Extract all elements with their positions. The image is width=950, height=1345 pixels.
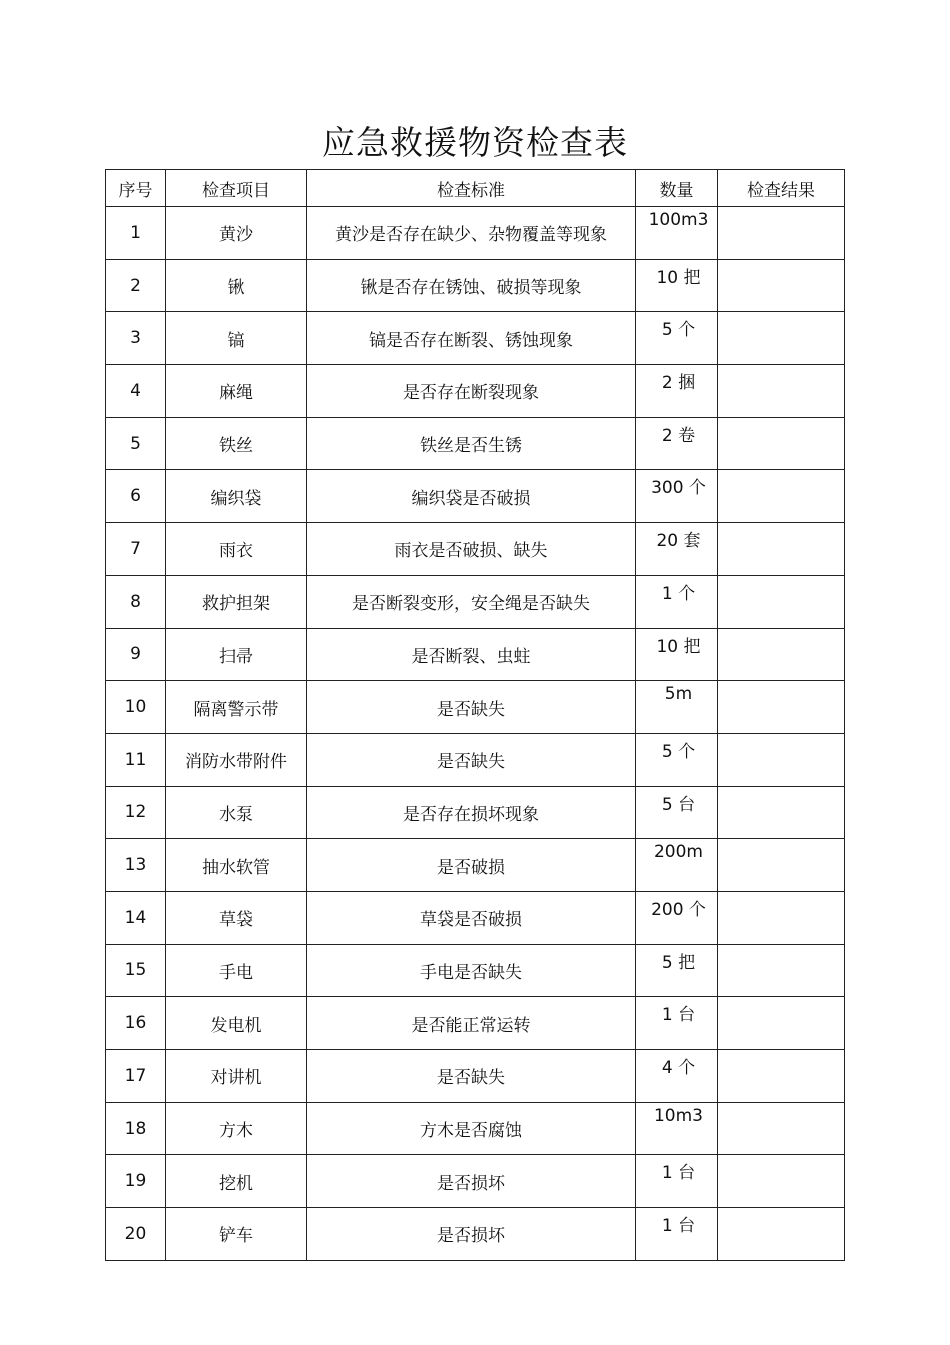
table-row [106,839,845,892]
table-row [106,365,845,418]
table-row [106,1208,845,1261]
cell-quantity: 200 个 [636,891,718,944]
cell-result [718,681,845,734]
cell-standard: 草袋是否破损 [307,891,636,944]
cell-item: 发电机 [166,997,307,1050]
table-row [106,312,845,365]
cell-standard: 是否损坏 [307,1155,636,1208]
cell-result [718,1102,845,1155]
cell-result [718,259,845,312]
cell-standard: 是否存在损坏现象 [307,786,636,839]
cell-no: 4 [106,365,166,418]
cell-no: 2 [106,259,166,312]
cell-result [718,839,845,892]
cell-standard: 雨衣是否破损、缺失 [307,523,636,576]
cell-result [718,997,845,1050]
cell-item: 消防水带附件 [166,733,307,786]
cell-standard: 锹是否存在锈蚀、破损等现象 [307,259,636,312]
cell-no: 5 [106,417,166,470]
cell-quantity: 10 把 [636,259,718,312]
cell-result [718,470,845,523]
table-row [106,1102,845,1155]
cell-no: 3 [106,312,166,365]
header-standard: 检查标准 [307,170,636,207]
table-row [106,207,845,260]
cell-no: 10 [106,681,166,734]
cell-no: 16 [106,997,166,1050]
cell-result [718,417,845,470]
cell-no: 18 [106,1102,166,1155]
cell-quantity: 1 个 [636,575,718,628]
cell-quantity: 300 个 [636,470,718,523]
header-row [106,170,845,207]
cell-standard: 是否缺失 [307,681,636,734]
cell-standard: 是否存在断裂现象 [307,365,636,418]
cell-quantity: 5m [636,681,718,734]
cell-quantity: 5 个 [636,312,718,365]
cell-result [718,733,845,786]
cell-item: 水泵 [166,786,307,839]
table-row [106,628,845,681]
inspection-table [105,169,845,1261]
cell-result [718,575,845,628]
document-title: 应急救援物资检查表 [322,123,628,162]
table-row [106,997,845,1050]
cell-item: 锹 [166,259,307,312]
cell-item: 铲车 [166,1208,307,1261]
cell-item: 抽水软管 [166,839,307,892]
cell-quantity: 1 台 [636,1155,718,1208]
cell-item: 麻绳 [166,365,307,418]
table-row [106,259,845,312]
cell-result [718,891,845,944]
table-header [106,170,845,207]
cell-no: 8 [106,575,166,628]
table-row [106,1050,845,1103]
header-no: 序号 [106,170,166,207]
cell-no: 9 [106,628,166,681]
cell-standard: 铁丝是否生锈 [307,417,636,470]
table-row [106,575,845,628]
cell-item: 扫帚 [166,628,307,681]
cell-item: 手电 [166,944,307,997]
cell-quantity: 5 个 [636,733,718,786]
cell-no: 17 [106,1050,166,1103]
cell-result [718,628,845,681]
cell-item: 编织袋 [166,470,307,523]
table-row [106,470,845,523]
table-row [106,733,845,786]
cell-standard: 是否缺失 [307,733,636,786]
cell-result [718,1155,845,1208]
cell-no: 12 [106,786,166,839]
cell-item: 救护担架 [166,575,307,628]
table-row [106,681,845,734]
cell-standard: 黄沙是否存在缺少、杂物覆盖等现象 [307,207,636,260]
cell-quantity: 10m3 [636,1102,718,1155]
cell-no: 7 [106,523,166,576]
cell-standard: 是否断裂变形，安全绳是否缺失 [307,575,636,628]
cell-standard: 是否损坏 [307,1208,636,1261]
cell-no: 19 [106,1155,166,1208]
cell-quantity: 5 台 [636,786,718,839]
header-item: 检查项目 [166,170,307,207]
cell-item: 隔离警示带 [166,681,307,734]
cell-standard: 方木是否腐蚀 [307,1102,636,1155]
cell-no: 20 [106,1208,166,1261]
cell-result [718,207,845,260]
table-row [106,891,845,944]
cell-quantity: 100m3 [636,207,718,260]
cell-standard: 是否能正常运转 [307,997,636,1050]
cell-quantity: 2 捆 [636,365,718,418]
cell-quantity: 1 台 [636,997,718,1050]
cell-quantity: 2 卷 [636,417,718,470]
table-row [106,944,845,997]
cell-quantity: 20 套 [636,523,718,576]
cell-quantity: 10 把 [636,628,718,681]
cell-quantity: 1 台 [636,1208,718,1261]
cell-standard: 镐是否存在断裂、锈蚀现象 [307,312,636,365]
cell-no: 11 [106,733,166,786]
header-quantity: 数量 [636,170,718,207]
cell-standard: 手电是否缺失 [307,944,636,997]
cell-item: 镐 [166,312,307,365]
table-row [106,523,845,576]
cell-item: 黄沙 [166,207,307,260]
cell-result [718,1208,845,1261]
header-result: 检查结果 [718,170,845,207]
cell-item: 草袋 [166,891,307,944]
cell-result [718,786,845,839]
cell-standard: 是否破损 [307,839,636,892]
cell-item: 对讲机 [166,1050,307,1103]
cell-item: 挖机 [166,1155,307,1208]
cell-standard: 是否缺失 [307,1050,636,1103]
cell-no: 6 [106,470,166,523]
table-row [106,786,845,839]
cell-no: 15 [106,944,166,997]
cell-quantity: 200m [636,839,718,892]
table-row [106,1155,845,1208]
cell-result [718,365,845,418]
cell-quantity: 4 个 [636,1050,718,1103]
cell-item: 方木 [166,1102,307,1155]
cell-quantity: 5 把 [636,944,718,997]
cell-standard: 是否断裂、虫蛀 [307,628,636,681]
table-row [106,417,845,470]
cell-item: 雨衣 [166,523,307,576]
cell-result [718,1050,845,1103]
cell-item: 铁丝 [166,417,307,470]
cell-no: 1 [106,207,166,260]
cell-no: 14 [106,891,166,944]
cell-result [718,312,845,365]
cell-result [718,944,845,997]
cell-standard: 编织袋是否破损 [307,470,636,523]
cell-result [718,523,845,576]
cell-no: 13 [106,839,166,892]
table-body [106,207,845,1261]
